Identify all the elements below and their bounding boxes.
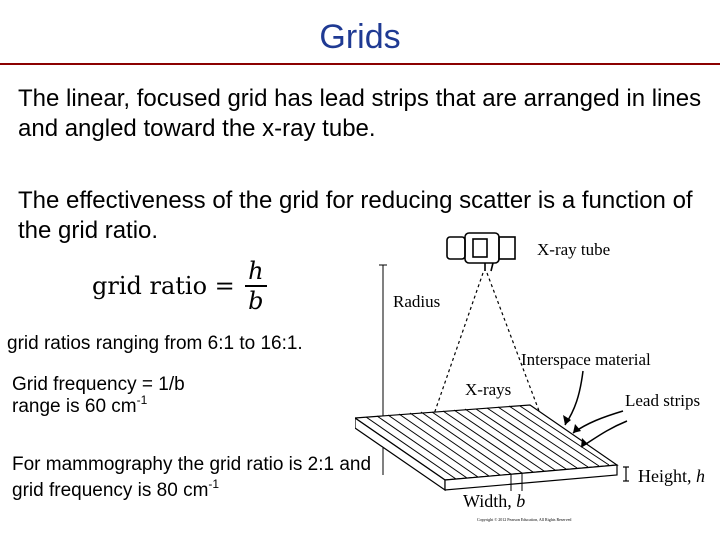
frequency-line2: [12, 393, 185, 418]
mammography-body: For mammography the grid ratio is 2:1 and grid frequency is 80 cm: [12, 454, 372, 501]
height-bracket: [623, 467, 629, 481]
frequency-exponent: -1: [136, 393, 148, 407]
grid-diagram: [355, 225, 720, 535]
formula-fraction: [245, 257, 267, 315]
label-height: [638, 466, 705, 486]
mammography-exponent: -1: [208, 477, 220, 491]
copyright-text: Copyright © 2012 Pearson Education, All Rights Reserved: [477, 517, 572, 522]
xray-tube-icon: [447, 233, 515, 271]
frequency-range: range is 60 cm: [12, 396, 137, 417]
slide-title: Grids: [319, 18, 401, 56]
grid-ratio-formula: [92, 256, 267, 316]
paragraph-focused-grid: The linear, focused grid has lead strips that are arranged in lines and angled toward the x-ray tube.: [18, 85, 702, 142]
paragraph-grid-effectiveness: The effectiveness of the grid for reducing scatter is a function of the grid ratio.: [18, 187, 693, 244]
label-xray-tube: X-ray tube: [537, 240, 611, 259]
frequency-line1: Grid frequency = 1/b: [12, 374, 185, 395]
label-xrays: X-rays: [465, 380, 512, 399]
title-divider: [0, 63, 720, 65]
label-height-var: h: [696, 466, 705, 486]
formula-lhs: grid ratio =: [92, 272, 235, 300]
ratio-range-text: grid ratios ranging from 6:1 to 16:1.: [7, 333, 303, 354]
label-lead-strips: Lead strips: [625, 391, 701, 410]
label-width-text: Width,: [463, 491, 517, 511]
mammography-text: [12, 452, 382, 504]
grid-slab: [355, 405, 617, 490]
label-width-var: b: [516, 491, 526, 511]
label-width: [463, 491, 525, 511]
grid-frequency-text: [12, 374, 185, 418]
formula-denominator: b: [248, 286, 264, 315]
label-radius: Radius: [393, 292, 441, 311]
label-interspace: Interspace material: [521, 350, 651, 369]
formula-numerator: h: [248, 257, 264, 286]
label-height-text: Height,: [638, 466, 696, 486]
